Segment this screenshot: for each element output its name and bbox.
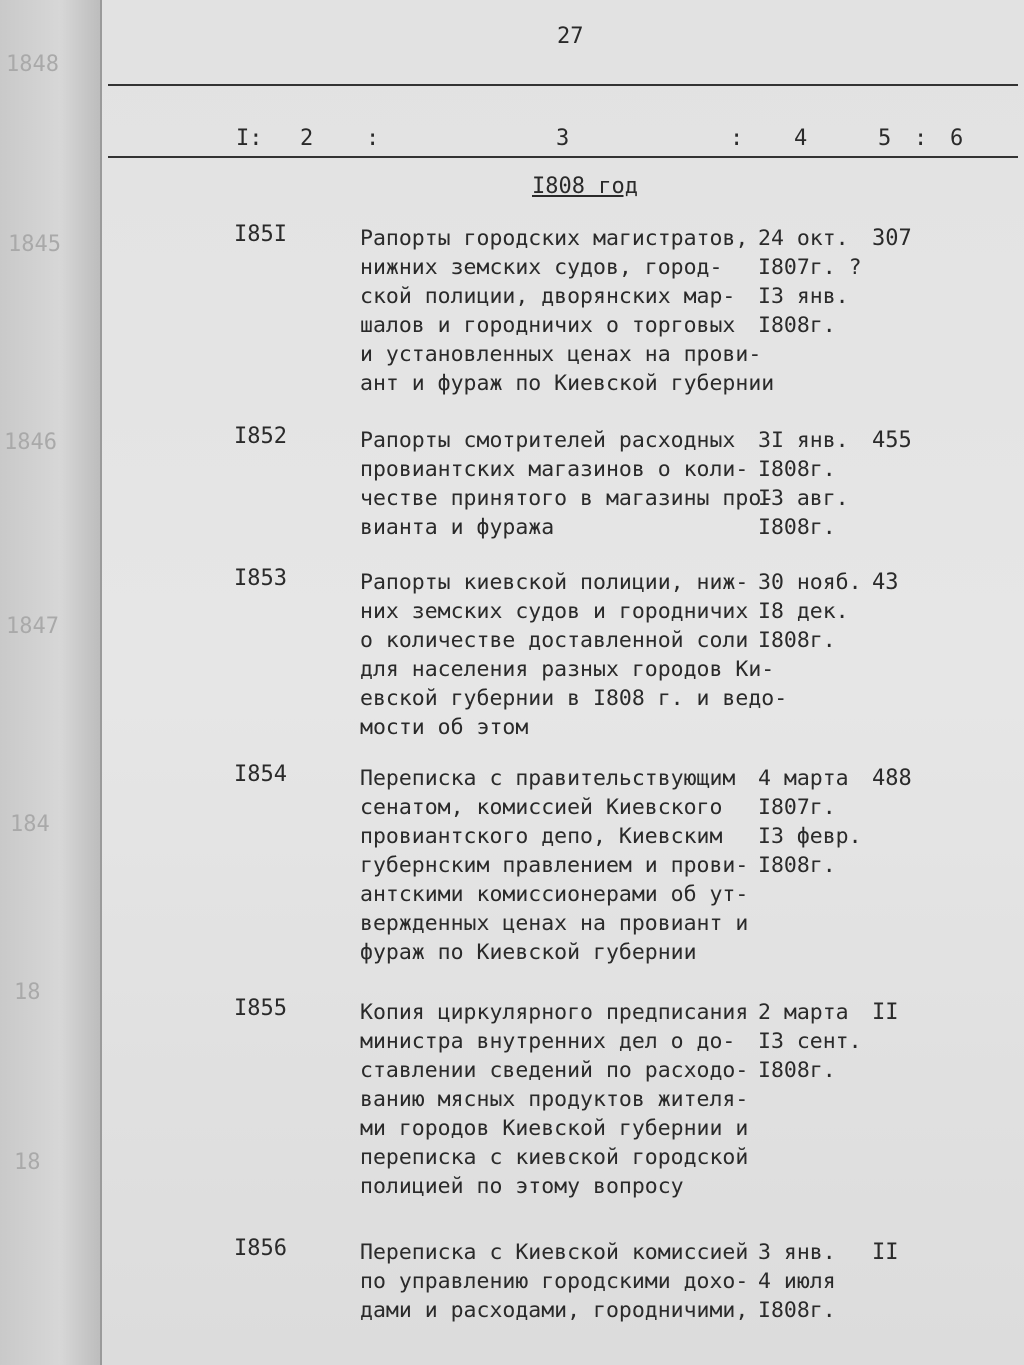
entry-description-line: губернским правлением и прови- (360, 853, 749, 878)
entry-description-line: по управлению городскими дохо- (360, 1269, 749, 1294)
entry-date: 4 марта (758, 766, 849, 791)
entry-date: 3I янв. (758, 428, 849, 453)
entry-date: I807г. (758, 795, 836, 820)
left-page-fragment: 18 (14, 1150, 41, 1175)
entry-description-line: Рапорты смотрителей расходных (360, 428, 736, 453)
entry-number: I856 (234, 1236, 287, 1261)
entry-description-line: переписка с киевской городской (360, 1145, 749, 1170)
entry-number: I855 (234, 996, 287, 1021)
entry-date: I3 янв. (758, 284, 849, 309)
archive-inventory-page (102, 0, 1024, 1365)
entry-description-line: Рапорты киевской полиции, ниж- (360, 570, 749, 595)
column-6-label: 6 (950, 126, 964, 151)
entry-sheet-count: II (872, 1240, 899, 1265)
left-page-edge (0, 0, 102, 1365)
entry-date: I3 февр. (758, 824, 862, 849)
entry-date: I3 авг. (758, 486, 849, 511)
entry-date: 24 окт. (758, 226, 849, 251)
left-page-fragment: 18 (14, 980, 41, 1005)
entry-number: I853 (234, 566, 287, 591)
entry-description-line: них земских судов и городничих (360, 599, 749, 624)
entry-number: I85I (234, 222, 287, 247)
entry-date: I808г. (758, 1058, 836, 1083)
entry-description-line: ми городов Киевской губернии и (360, 1116, 749, 1141)
entry-description-line: ант и фураж по Киевской губернии (360, 371, 775, 396)
entry-description-line: евской губернии в I808 г. и ведо- (360, 686, 788, 711)
entry-sheet-count: 43 (872, 570, 899, 595)
entry-description-line: Переписка с правительствующим (360, 766, 736, 791)
entry-sheet-count: 488 (872, 766, 912, 791)
entry-description-line: антскими комиссионерами об ут- (360, 882, 749, 907)
column-3-label: 3 (556, 126, 570, 151)
entry-sheet-count: II (872, 1000, 899, 1025)
column-5-label: 5 (878, 126, 892, 151)
column-1-label: I: (236, 126, 263, 151)
entry-description-line: нижних земских судов, город- (360, 255, 723, 280)
entry-date: I808г. (758, 1298, 836, 1323)
entry-description-line: министра внутренних дел о до- (360, 1029, 736, 1054)
entry-description-line: ставлении сведений по расходо- (360, 1058, 749, 1083)
entry-date: I3 сент. (758, 1029, 862, 1054)
entry-date: I808г. (758, 515, 836, 540)
column-separator: : (730, 126, 744, 151)
entry-description-line: мости об этом (360, 715, 529, 740)
left-page-fragment: 1845 (8, 232, 61, 257)
entry-date: I8 дек. (758, 599, 849, 624)
year-heading: I808 год (532, 174, 638, 199)
entry-description-line: сенатом, комиссией Киевского (360, 795, 723, 820)
entry-description-line: дами и расходами, городничими, (360, 1298, 749, 1323)
entry-description-line: провиантских магазинов о коли- (360, 457, 749, 482)
column-separator: : (914, 126, 928, 151)
entry-sheet-count: 307 (872, 226, 912, 251)
entry-description-line: честве принятого в магазины про- (360, 486, 775, 511)
entry-sheet-count: 455 (872, 428, 912, 453)
entry-description-line: Рапорты городских магистратов, (360, 226, 749, 251)
entry-description-line: полицией по этому вопросу (360, 1174, 684, 1199)
header-bottom-rule (108, 156, 1018, 158)
entry-date: I808г. (758, 853, 836, 878)
entry-description-line: о количестве доставленной соли (360, 628, 749, 653)
entry-date: 4 июля (758, 1269, 836, 1294)
left-page-fragment: 184 (10, 812, 50, 837)
entry-date: 3 янв. (758, 1240, 836, 1265)
entry-description-line: вианта и фуража (360, 515, 555, 540)
left-page-fragment: 1848 (6, 52, 59, 77)
entry-description-line: Копия циркулярного предписания (360, 1000, 749, 1025)
entry-description-line: Переписка с Киевской комиссией (360, 1240, 749, 1265)
entry-date: 2 марта (758, 1000, 849, 1025)
entry-description-line: ской полиции, дворянских мар- (360, 284, 736, 309)
entry-description-line: вержденных ценах на провиант и (360, 911, 749, 936)
header-top-rule (108, 84, 1018, 86)
entry-date: I808г. (758, 628, 836, 653)
entry-date: 30 нояб. (758, 570, 862, 595)
left-page-fragment: 1846 (4, 430, 57, 455)
entry-date: I808г. (758, 313, 836, 338)
column-4-label: 4 (794, 126, 808, 151)
entry-number: I852 (234, 424, 287, 449)
entry-description-line: для населения разных городов Ки- (360, 657, 775, 682)
column-2-label: 2 (300, 126, 314, 151)
column-separator: : (366, 126, 380, 151)
page-number: 27 (557, 24, 584, 49)
entry-description-line: фураж по Киевской губернии (360, 940, 697, 965)
left-page-fragment: 1847 (6, 614, 59, 639)
entry-description-line: шалов и городничих о торговых (360, 313, 736, 338)
entry-date: I807г. ? (758, 255, 862, 280)
entry-description-line: ванию мясных продуктов жителя- (360, 1087, 749, 1112)
entry-description-line: и установленных ценах на прови- (360, 342, 762, 367)
entry-description-line: провиантского депо, Киевским (360, 824, 723, 849)
entry-number: I854 (234, 762, 287, 787)
entry-date: I808г. (758, 457, 836, 482)
